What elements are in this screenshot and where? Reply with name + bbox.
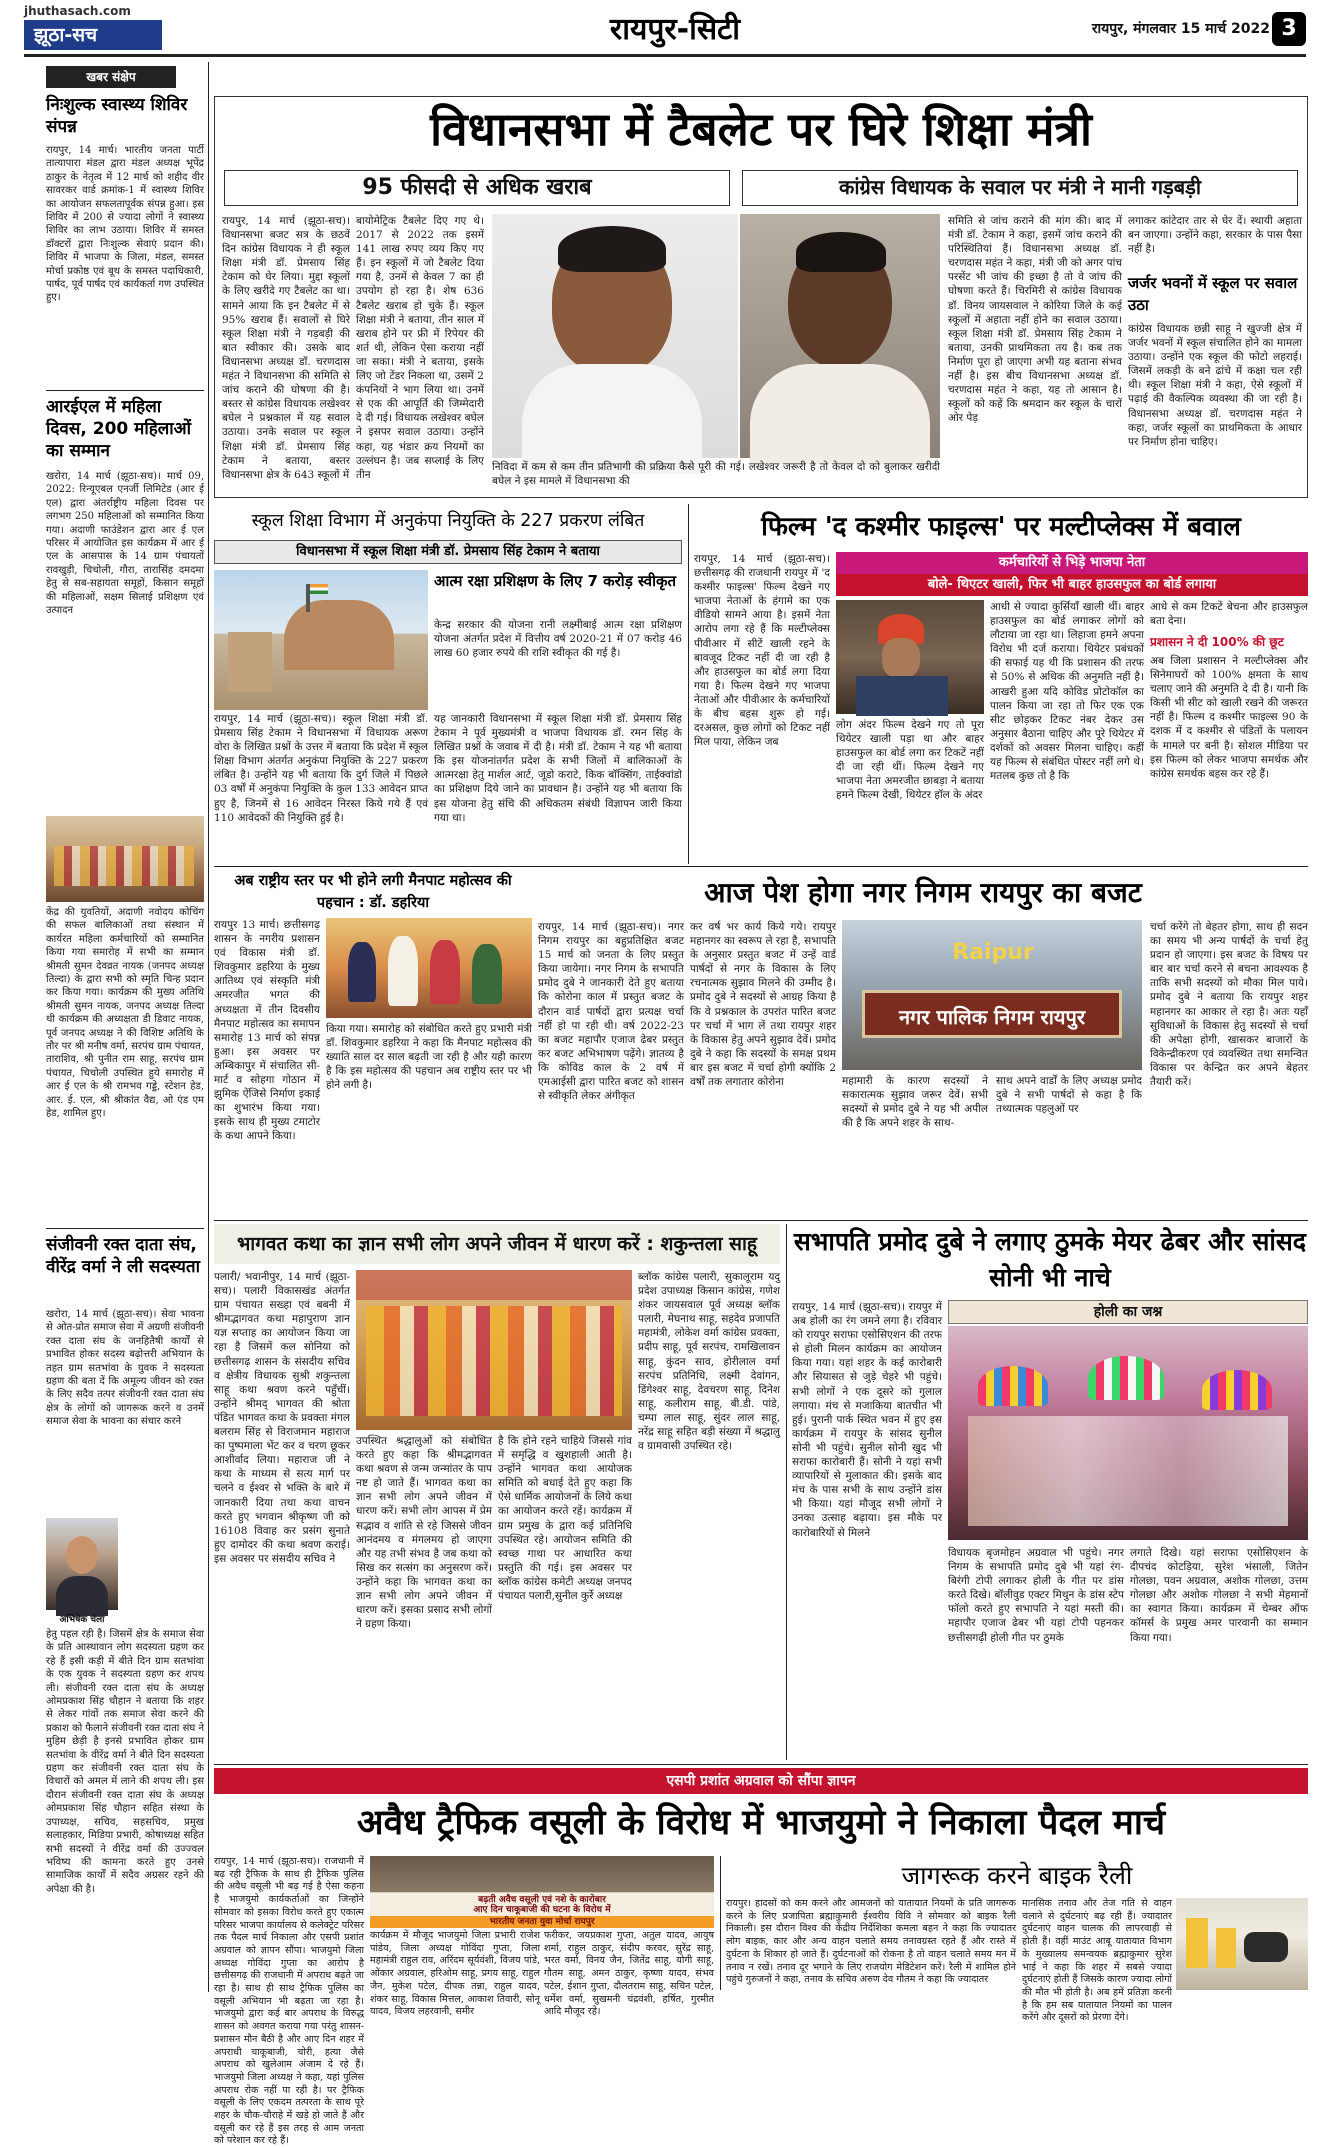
film-col-2: लोग अंदर फिल्म देखने गए तो पूरा थियेटर खाली पड़ा था और बाहर हाउसफुल का बोर्ड लगा कर टिकटें नहीं दी जा रही थीं। फिल्म देखने गए भाजपा नेता अमरजीत छाबड़ा ने बताया हमने फिल्म देखी, थियेटर हॉल के अंदर (836, 719, 984, 802)
mainpat-col-1: रायपुर 13 मार्च। छत्तीसगढ़ शासन के नगरीय प्रशासन एवं विकास मंत्री डॉ. शिवकुमार डहरिया के मुख्य आतिथ्य एवं संस्कृति मंत्री अमरजीत भगत की अध्यक्षता में तीन दिवसीय मैनपाट महोत्सव का समापन समारोह 13 मार्च को संपन्न हुआ। इस अवसर पर अम्बिकापुर में संचालित सी-मार्ट व सोहगा गोठान में झुमिक ऐंजिसे निर्माण इकाई का शुभारंभ किया गया। इसके साथ ही मुख्य टमाटोर के कथा आपने किया। (214, 919, 320, 1143)
minister-photo (492, 214, 738, 458)
holi-col-2: विधायक बृजमोहन अग्रवाल भी पहुंचे। नगर निगम के सभापति प्रमोद दुबे भी यहां रंग-बिरंगी टोपी लगाकर होली के गीत पर डांस करते दिखे। बॉलीवुड एक्टर मिथुन के डांस स्टेप फॉलो करते हुए सभापति ने यहां मस्ती की। महापौर एजाज ढेबर भी यहां टोपी पहनकर छत्तीसगढ़ी होली गीत पर ठुमके (948, 1547, 1124, 1644)
anukampa-colC: यह जानकारी विधानसभा में स्कूल शिक्षा मंत्री डॉ. प्रेमसाय सिंह टेकाम ने पूर्व मुख्यमंत्री व भाजपा विधायक डॉ. रमन सिंह के लिखित प्रश्नों के जवाब में दी है। मंत्री डॉ. टेकाम ने यह भी बताया कि इस योजनांतर्गत प्रदेश के सभी जिलों में बालिकाओं के आत्मरक्षा हेतु मार्शल आर्ट, जूडो कराटे, किक बॉक्सिंग, ताईक्वांडो का प्रशिक्षण दिये जाने का प्रावधान है। उन्होंने यह भी बताया कि इस योजना हेतु संचि की अधिकतम संबंधी विज्ञापन जारी किया गया था। (434, 713, 682, 824)
masthead-rule (24, 54, 1306, 57)
budget-col-2: कर वर्ष भर कार्य किये गये। रायपुर महानगर का स्वरूप ले रहा है, सभापति के अनुसार प्रस्तुत बजट में उन्हें वार्ड पार्षदों से नगर के विकास के लिए रचनात्मक सुझाव मिलने की उम्मीद है। प्रमोद दुबे ने सदस्यों से आग्रह किया है कि वे प्रश्नकाल के उपरांत पारित बजट पर चर्चा में भाग लें तथा रायपुर शहर के विकास हेतु अपने सुझाव देवें। प्रमोद दुबे ने कहा कि सदस्यों के समक्ष प्रथम बार इस बजट में चर्चा होगी क्योंकि 2 वर्षों तक लगातार कोरोना (690, 921, 836, 1089)
brief-3-body: खरोरा, 14 मार्च (झूठा-सच)। सेवा भावना से ओत-प्रोत समाज सेवा में अग्रणी संजीवनी रक्त दाता संघ के जनहितैषी कार्यों से प्रभावित होकर सदस्य बढ़ोत्तरी अभियान के तहत ग्राम सतभांवा के युवक ने सदस्यता ग्रहण की बता दें कि अमूल्य जीवन को रक्त के लिए सदैव तत्पर संजीवनी रक्त दाता संघ क्षेत्र के लोगों को जागरूक करने व उनमें समाज सेवा के भावना का संचार करने (46, 1309, 204, 1428)
mainpat-col-2: किया गया। समारोह को संबोधित करते हुए प्रभारी मंत्री डॉ. शिवकुमार डहरिया ने कहा कि मैनपाट महोत्सव की ख्याति साल दर साल बढ़ती जा रही है और यही कारण है कि इस महोत्सव की पहचान अब राष्ट्रीय स्तर पर भी होने लगी है। (326, 1023, 532, 1092)
banner-line-1: बढ़ती अवैध वसूली एवं नशे के कारोबार (478, 1895, 606, 1905)
traffic-march-photo (370, 1856, 714, 1916)
traffic-col-2: कार्यक्रम में मौजूद भाजयुमो जिला प्रभारी राजेश पांडेय, जिला अध्यक्ष गोविंदा गुप्ता, जिला महामंत्री राहुल राव, अरिंदम सूर्यवंशी, विजय पांडे, ओंकार अग्रवाल, हरिओम साहू, प्रगय साहू, राहुल जैन, मुकेश पटेल, दीपक तन्ना, राहुल यादव, शंकर साहू, विकास मित्तल, आकाश तिवारी, सोनू यादव, विजय लहरवानी, समीर (370, 1930, 540, 2018)
site-url[interactable]: jhuthasach.com (24, 4, 131, 18)
top-subhead-right: कांग्रेस विधायक के सवाल पर मंत्री ने मानी गड़बड़ी (742, 170, 1298, 206)
column-rule (688, 504, 689, 864)
news-brief-sidebar (46, 62, 204, 1992)
top-col-4: समिति से जांच कराने की मांग की। बाद में मंत्री डॉ. टेकाम ने कहा, इसमें जांच कराने की परिस्थितियां हैं। विधानसभा अध्यक्ष डॉ. चरणदास महंत ने कहा, मंत्री जी को अगर पांच परसेंट भी जांच की इच्छा है तो वे जांच की घोषणा करते हैं। चिरमिरी से कांग्रेस विधायक डॉ. विनय जायसवाल ने कोरिया जिले के कई स्कूलों में अहाता नहीं होने का सवाल उठाया। स्कूल शिक्षा मंत्री डॉ. प्रेमसाय सिंह टेकाम ने बताया, उनकी प्राथमिकता तय है। कब तक निर्माण पूरा हो जाएगा अभी यह बताना संभव नहीं है। इस बीच विधानसभा अध्यक्ष डॉ. चरणदास महंत ने कहा, यह तो आसान है। स्कूलों को कहें कि श्रमदान कर स्कूल के चारों ओर पेड़ (948, 215, 1122, 425)
bhagwat-col-1: पलारी/ भवानीपुर, 14 मार्च (झूठा-सच)। पलारी विकासखंड अंतर्गत ग्राम पंचायत सख्हा एवं बबनी में श्रीमद्भागवत कथा महापुराण ज्ञान यज्ञ सप्ताह का आयोजन किया जा रहा है जिसमें कल सोनिया को छत्तीसगढ़ शासन के संसदीय सचिव व क्षेत्रीय विधायक सुश्री शकुन्तला साहू कथा श्रवण करने पहुँचीं। उन्होंने श्रीमद् भागवत की श्रोता पंडित भागवत कथा के प्रवक्ता मंगल बलराम सिंह से विराजमान महाराज का पुष्पमाला भेंट कर व चरण छूकर आशीर्वाद लिया। महाराज जी ने कथा के माध्यम से सत्य मार्ग पर चलने व ईश्वर से भक्ति के बारे में जानकारी दिया तथा कथा वाचन करते हुए भगवान श्रीकृष्ण जी को 16108 विवाह कर प्रसंग सुनाते हुए दामोदर की कथा श्रवण कराई। इस अवसर पर संसदीय सचिव ने (214, 1271, 350, 1565)
film-col-3: आधी से ज्यादा कुर्सियाँ खाली थीं। बाहर हाउसफुल का बोर्ड लगाकर लोगों को लौटाया जा रहा था। लिहाजा हमने अपना विरोध भी दर्ज कराया। थियेटर प्रबंधकों की सफाई यह थी कि प्रशासन की तरफ से 50% से अधिक की अनुमति नहीं है। आखरी हुआ यदि कोविड प्रोटोकॉल का पालन किया जा रहा तो फिर एक एक सीट छोड़कर टिकट नंबर देकर उस अनुसार बैठाना चाहिए और पूरे थियेटर में दर्शकों को अवसर मिलना चाहिए। कहीं यह फिल्म से संबंधित पोस्टर नहीं लगे थे। मतलब कुछ तो है कि (990, 601, 1144, 783)
raipur-sign: Raipur (952, 940, 1034, 965)
top-subhead-left: 95 फीसदी से अधिक खराब (224, 170, 730, 206)
holi-badge: होली का जश्न (948, 1300, 1308, 1324)
bike-rally-photo (1176, 1898, 1308, 1990)
row-rule (214, 1220, 1308, 1221)
bhagwat-gathering-photo (356, 1270, 632, 1430)
top-col-5-subhead: जर्जर भवनों में स्कूल पर सवाल उठा (1128, 274, 1298, 314)
abhishek-portrait (46, 1518, 118, 1610)
assembly-building-photo (214, 570, 428, 710)
film-headline: फिल्म 'द कश्मीर फाइल्स' पर मल्टीप्लेक्स में बवाल (761, 512, 1241, 542)
brief-1-body: रायपुर, 14 मार्च। भारतीय जनता पार्टी तात्यापारा मंडल द्वारा मंडल अध्यक्ष भूपेंद्र ठाकुर के नेतृत्व में 12 मार्च को शहीद वीर सावरकर वार्ड क्रमांक-1 में स्वास्थ्य शिविर का आयोजन सफलतापूर्वक संपन्न हुआ। इस शिविर में 200 से ज्यादा लोगों ने स्वास्थ्य शिविर का लाभ उठाया। शिविर में समस्त डॉक्टरों द्वारा निःशुल्क सेवाएं प्रदान की। शिविर में भाजपा के जिला, मंडल, समस्त मोर्चा प्रकोष्ठ एवं बूथ के समस्त पदाधिकारी, पार्षद, पूर्व पार्षद एवं कार्यकर्ता गण उपस्थित हुए। (46, 145, 204, 304)
bhagwat-col-2: उपस्थित श्रद्धालुओं को संबोधित करते हुए कहा कि श्रीमद्भागवत कथा श्रवण से जन्म जन्मांतर के पाप नष्ट हो जाते हैं। भागवत कथा का ज्ञान सभी लोग अपने जीवन में धारण करें। सभी लोग आपस में प्रेम सद्भाव व शांति से रहे जिससे जीवन आनंदमय व मंगलमय हो जाएगा और यह तभी संभव है जब कथा को सिख कर सत्संग का अनुसरण करें। उन्होंने कहा कि भागवत कथा का ज्ञान सभी लोग अपने जीवन में धारण करें। इसका प्रसाद सभी लोगों ने ग्रहण किया। (356, 1435, 493, 1631)
brief-divider (46, 390, 204, 391)
anukampa-headline: स्कूल शिक्षा विभाग में अनुकंपा नियुक्ति के 227 प्रकरण लंबित (251, 511, 645, 531)
top-col-3: निविदा में कम से कम तीन प्रतिभागी की प्रक्रिया कैसे पूरी की गई। लखेश्वर जरूरी है तो केवल दो को बुलाकर खरीदी बघेल ने इस मामले में विधानसभा की (492, 461, 940, 488)
top-col-5a: लगाकर कांटेदार तार से घेर दें। स्थायी अहाता बन जाएगा। उन्होंने कहा, सरकार के पास पैसा नहीं है। (1128, 215, 1302, 256)
section-title: रायपुर-सिटी (609, 12, 741, 47)
column-rule (786, 1224, 787, 1760)
film-col-4b: अब जिला प्रशासन ने मल्टीप्लेक्स और सिनेमाघरों को 100% क्षमता के साथ चलाए जाने की अनुमति दे दी है। यानी कि किसी भी सीट को खाली रखने की जरूरत नहीं है। फिल्म द कश्मीर फाइल्स 90 के दशक में द कश्मीर से पंडितों के पलायन के मामले पर बनी है। सोशल मीडिया पर इस फिल्म को लेकर भाजपा समर्थक और कांग्रेस समर्थक बहस कर रहे हैं। (1150, 655, 1308, 780)
row-rule (214, 1764, 1308, 1765)
nigam-sign: नगर पालिक निगम रायपुर (862, 990, 1122, 1038)
holi-celebration-photo (948, 1326, 1308, 1540)
holi-col-3: लगाते दिखे। यहां सराफा एसोसिएशन के दीपचंद कोटड़िया, सुरेश भंसाली, जितेन गोलछा, पवन अग्रवाल, अशोक गोलछा, उत्तम गोलछा और अशोक गोलछा ने सभी मेहमानों का स्वागत किया। कार्यक्रम में चेम्बर ऑफ कॉमर्स के प्रमुख अमर पारवानी का सम्मान किया गया। (1130, 1547, 1308, 1644)
traffic-col-3: फरीकर, जयप्रकाश गुप्ता, अतुल यादव, आयुष शर्मा, राहुल ठाकुर, संदीप करवर, सुरेंद्र साहू, भरत वर्मा, विनय जैन, जितेंद्र साहू, योगी साहू, गौतम साहू, अमन ठाकुर, कृष्णा यादव, संभव पटेल, ईशान गुप्ता, दौलतराम साहू, सचिन पटेल, धर्मेश वर्मा, सुखमनी चंद्रवंशी, हर्षित, गुरमीत आदि मौजूद रहे। (544, 1930, 714, 2018)
bhagwat-headline: भागवत कथा का ज्ञान सभी लोग अपने जीवन में धारण करें : शकुन्तला साहू (214, 1224, 780, 1264)
masthead (0, 0, 1323, 60)
budget-headline: आज पेश होगा नगर निगम रायपुर का बजट (704, 876, 1142, 909)
sidebar-tag: खबर संक्षेप (46, 66, 176, 88)
column-rule (518, 870, 519, 1218)
mainpat-headline: अब राष्ट्रीय स्तर पर भी होने लगी मैनपाट महोत्सव की पहचान : डॉ. डहरिया (234, 873, 512, 911)
row-rule (214, 866, 1308, 867)
film-col-1: रायपुर, 14 मार्च (झूठा-सच)। छत्तीसगढ़ की राजधानी रायपुर में 'द कश्मीर फाइल्स' फिल्म देखने गए भाजपा नेताओं के हंगामे का एक वीडियो सामने आया है। इसमें नेता आरोप लगा रहे हैं कि मल्टीप्लेक्स पीवीआर में सीटें खाली रहने के बावजूद टिकट नहीं दी जा रही है और हाउसफुल का बोर्ड लगा दिया गया है। फिल्म देखने गए भाजपा नेताओं और पीवीआर के कर्मचारियों के बीच बहस शुरू हो गई। दरअसल, कुछ लोगों को टिकट नहीं मिल पाया, लेकिन जब (694, 553, 830, 749)
brief-divider (46, 1228, 204, 1229)
budget-col-3b: साथ अपने वार्डों के लिए अध्यक्ष प्रमोद दुबे ने सभी पार्षदों से कहा है कि तथ्यात्मक पहलुओं पर (996, 1075, 1142, 1116)
mla-photo (740, 214, 940, 458)
sidebar-column-rule (208, 62, 209, 1992)
anukampa-subhead: आत्म रक्षा प्रशिक्षण के लिए 7 करोड़ स्वीकृत (434, 572, 677, 590)
brief-3-headline: संजीवनी रक्त दाता संघ, वीरेंद्र वर्मा ने ली सदस्यता (46, 1235, 200, 1277)
anukampa-colA: केन्द्र सरकार की योजना रानी लक्ष्मीबाई आत्म रक्षा प्रशिक्षण योजना अंतर्गत प्रदेश में वित्तीय वर्ष 2020-21 में 07 करोड़ 46 लाख 60 हजार रुपये की राशि स्वीकृत की गई है। (434, 619, 682, 660)
mainpat-event-photo (326, 918, 532, 1018)
column-rule (720, 1856, 721, 1990)
traffic-red-strip: एसपी प्रशांत अग्रवाल को सौंपा ज्ञापन (214, 1768, 1308, 1794)
budget-col-4: चर्चा करेंगे तो बेहतर होगा, साथ ही सदन का समय भी अन्य पार्षदों के चर्चा हेतु प्रदान हो जाएगा। इस बजट के विषय पर बार बार चर्चा करने से बचना आवश्यक है ताकि सभी सदस्यों को मौका मिल पाये। प्रमोद दुबे ने बताया कि रायपुर शहर महानगर का आकार ले रहा है। अतः यहाँ सुविधाओं के विकास हेतु सदस्यों से चर्चा की अपेक्षा होगी, खासकर बाजारों के विकेन्द्रीकरण एवं व्यवस्थित तथा समन्वित विकास पर केन्द्रित कर अपने बेहतर तैयारी करें। (1150, 921, 1308, 1089)
banner-line-2: आए दिन चाकूबाजी की घटना के विरोध में (473, 1905, 611, 1915)
top-headline: विधानसभा में टैबलेट पर घिरे शिक्षा मंत्री (430, 102, 1092, 156)
film-col-4-subhead: प्रशासन ने दी 100% की छूट (1150, 635, 1284, 649)
film-protest-photo (836, 600, 984, 714)
brand-logo: झूठा-सच (24, 20, 162, 50)
issue-date: रायपुर, मंगलवार 15 मार्च 2022 (1091, 21, 1270, 37)
brief-2-body-cont: केंद्र की युवतियों, अदाणी नवोदय कोचिंग की सफल बालिकाओं तथा संस्थान में कार्यरत महिला कर्मचारियों को सम्मानित किया गया समारोह में सभी का सम्मान श्रीमती सुमन देवव्रत नायक (जनपद अध्यक्ष तिल्दा) के द्वारा सभी को स्मृति चिन्ह प्रदान कर किया गया। कार्यक्रम की मुख्य अतिथि श्रीमती सुमन नायक, जनपद अध्यक्ष तिल्दा थी कार्यक्रम की अध्यक्षता डी डिवाट नायक, पूर्व जनपद अध्यक्ष ने की विशिष्ट अतिथि के तौर पर श्री मनीष वर्मा, सरपंच ग्राम पंचायत, ताराशिव, श्री पुनीत राम साहू, सरपंच ग्राम पंचायत, चिचोली उपस्थित हुये समारोह में आर ई एल के श्री रामभव गड्डे, स्टेशन हेड, आर. ई. एल, श्री श्रीकांत वैद्य, ओ एंड एम हेड, शामिल हुए। (46, 907, 204, 1120)
anukampa-strip: विधानसभा में स्कूल शिक्षा मंत्री डॉ. प्रेमसाय सिंह टेकाम ने बताया (214, 540, 682, 564)
traffic-col-1: रायपुर, 14 मार्च (झूठा-सच)। राजधानी में बढ़ रही ट्रैफिक के साथ ही ट्रैफिक पुलिस की अवैध वसूली भी बढ़ गई है ऐसा कहना है भाजयुमो कार्यकर्ताओं का जिन्होंने सोमवार को इसका विरोध करते हुए एकात्म परिसर भाजपा कार्यालय से कलेक्ट्रेट परिसर तक पैदल मार्च निकाला और एसपी प्रशांत अग्रवाल को ज्ञापन सौंपा। भाजयुमो जिला अध्यक्ष गोविंदा गुप्ता का आरोप है छत्तीसगढ़ की राजधानी में अपराध बढ़ते जा रहा है। साथ ही साथ ट्रैफिक पुलिस का वसूली अभियान भी बढ़ता जा रहा है। भाजयुमो द्वारा कई बार अपराध के विरुद्ध शासन को अवगत कराया गया परंतु शासन-प्रशासन मौन बैठी है और आए दिन शहर में अपराधी चाकूबाजी, चोरी, हत्या जैसे अपराध को खुलेआम अंजाम दे रहे हैं। भाजयुमो जिला अध्यक्ष ने कहा, यहां पुलिस अपराध रोक नहीं पा रही है। पर ट्रैफिक वसूली के लिए एकदम तत्परता के साथ पूरे शहर के चौक-चौराहे में खड़े हो जाते हैं और वसूली कर रहे हैं इस तरह से आम जनता को परेशान कर रहे हैं। (214, 1856, 364, 2147)
bhagwat-col-4: ब्लॉक कांग्रेस पलारी, सुकालूराम यदु प्रदेश उपाध्यक्ष किसान कांग्रेस, गणेश शंकर जायसवाल पूर्व अध्यक्ष ब्लॉक पलारी, मेघनाथ साहू, सहदेव प्रजापति महामंत्री, लोकेश वर्मा कांग्रेस प्रवक्ता, प्रदीप साहू, पूर्व सरपंच, रामखिलावन साहू, कुंदन साव, होरीलाल वर्मा सरपंच प्रतिनिधि, लक्ष्मी देवांगन, डिंगेश्वर साहू, देवचरण साहू, दिनेश साहू, कलीराम साहू, बी.डी. पांडे, चम्पा लाल साहू, सुंदर लाल साहू, नरेंद्र साहू सहित बड़ी संख्या में श्रद्धालु व ग्रामवासी उपस्थित रहे। (638, 1271, 780, 1453)
top-col-1: रायपुर, 14 मार्च (झूठा-सच)। विधानसभा बजट सत्र के छठवें दिन कांग्रेस विधायक ने ही स्कूल शिक्षा मंत्री डॉ. प्रेमसाय सिंह टेकाम को घेर लिया। मुद्दा स्कूलों के लिए खरीदे गए टैबलेट का था। सामने आया कि इन टैबलेट में से 95% खराब हैं। सवालों से घिरे स्कूल शिक्षा मंत्री ने गड़बड़ी की बात स्वीकार की। उसके बाद विधानसभा अध्यक्ष डॉ. चरणदास महंत ने विधानसभा की समिति से जांच कराने की घोषणा की है। बस्तर से कांग्रेस विधायक लखेश्वर बघेल ने प्रश्नकाल में यह सवाल उठाया। उनके सवाल पर स्कूल शिक्षा मंत्री डॉ. प्रेमसाय सिंह टेकाम ने बताया, बस्तर विधानसभा क्षेत्र के 643 स्कूलों में (222, 215, 350, 481)
budget-col-1: रायपुर, 14 मार्च (झूठा-सच)। नगर निगम रायपुर का बहुप्रतिक्षित बजट 15 मार्च को जनता के लिए प्रस्तुत किया जायेगा। नगर निगम के सभापति प्रमोद दुबे ने जानकारी देते हुए बताया कि कोरोना काल में प्रस्तुत बजट के दौरान वार्ड पार्षदों द्वारा प्रत्यक्ष चर्चा नहीं हो पा रही थी। वर्ष 2022-23 का बजट महापौर एजाज ढेबर प्रस्तुत कर बजट अभिभाषण पढ़ेंगे। ज्ञातव्य है कि कोविड काल के 2 वर्ष में एमआईसी द्वारा पारित बजट को शासन से स्वीकृति लेकर अंगीकृत (538, 921, 684, 1103)
anukampa-colB: रायपुर, 14 मार्च (झूठा-सच)। स्कूल शिक्षा मंत्री डॉ. प्रेमसाय सिंह टेकाम ने विधानसभा में विधायक अरूण वोरा के लिखित प्रश्नों के उत्तर में बताया कि प्रदेश में स्कूल शिक्षा विभाग अंतर्गत अनुकंपा नियुक्ति के 227 प्रकरण लंबित है। उन्होंने यह भी बताया कि दुर्ग जिले में पिछले 03 वर्षों में अनुकंपा नियुक्ति के कुल 133 आवेदन प्राप्त हुए है, जिनमें से 16 आवेदन निरस्त किये गये हैं एवं 110 आवेदकों की नियुक्ति हुई है। (214, 713, 428, 824)
brief-3-body-cont: हेतु पहल रही है। जिसमें क्षेत्र के समाज सेवा के प्रति आस्थावान लोग सदस्यता ग्रहण कर रहे हैं इसी कड़ी में बीते दिन ग्राम सतभांवा के एक युवक ने सदस्यता ग्रहण कर शपथ ली। संजीवनी रक्त दाता संघ के अध्यक्ष ओमप्रकाश सिंह चौहान ने बताया कि शहर से लेकर गांवों तक समाज सेवा करने की प्रकाश को फैलाने संजीवनी रक्त दाता संघ ने मुहिम छेड़ी है इनसे प्रभावित होकर ग्राम सतभांवा के वीरेंद्र वर्मा ने बीते दिन सदस्यता ग्रहण कर संजीवनी रक्त दाता संघ के विचारों को अमल में लाने की शपथ ली। इस दौरान संजीवनी रक्त दाता संघ के अध्यक्ष ओमप्रकाश सिंह चौहान सहित संस्था के उपाध्यक्ष, सचिव, सहसचिव, प्रमुख सलाहकार, मिडिया प्रभारी, कोषाध्यक्ष सहित सभी सदस्यों ने वीरेंद्र वर्मा की उज्ज्वल भविष्य की कामना करते हुए उनसे सामाजिक कार्यों में सदैव अग्रसर रहने की अपेक्षा की है। (46, 1629, 204, 1895)
women-day-photo (46, 816, 204, 902)
banner-line-3: भारतीय जनता युवा मोर्चा रायपुर (370, 1916, 714, 1928)
brief-2-body: खरोरा, 14 मार्च (झूठा-सच)। मार्च 09, 2022: रिन्यूएबल एनर्जी लिमिटेड (आर ई एल) द्वारा अंतर्राष्ट्रीय महिला दिवस पर लगभग 250 महिलाओं को सम्मानित किया गया। अदाणी फाउंडेशन द्वारा आर ई एल परिसर में आयोजित इस कार्यक्रम में आर ई एल के आसपास के 14 ग्राम पंचायतों रावखुड़ी, चिचोली, गौरा, तारासिंह दमदमा हेतु से सब-सहायता समूहों, किसान समूहों की महिलाओं, सक्षम सिलाई प्रशिक्षण एवं उत्पादन (46, 471, 204, 617)
traffic-headline: अवैध ट्रैफिक वसूली के विरोध में भाजयुमो ने निकाला पैदल मार्च (356, 1803, 1166, 1843)
page-number: 3 (1272, 12, 1306, 46)
film-red-1: कर्मचारियों से भिड़े भाजपा नेता (836, 552, 1308, 574)
bhagwat-col-3: है कि होने रहने चाहिये जिससे गांव में समृद्धि व खुशहाली आती है। उन्होंने भागवत कथा आयोजक समिति को बधाई देते हुए कहा कि ऐसे धार्मिक आयोजनों के लिये कथा का आयोजन करते रहें। कार्यक्रम में ग्राम प्रमुख के द्वारा कई प्रतिनिधि उपस्थित रहे। आयोजन समिति की स्वच्छ गाथा पर आधारित कथा प्रस्तुति की गई। इस अवसर पर ब्लॉक कांग्रेस कमेटी अध्यक्ष जनपद पंचायत पलारी,सुनील कुर्रे अध्यक्ष (498, 1435, 632, 1603)
rally-col-1: रायपुर। हादसों को कम करने और आमजनों को यातायात नियमों के प्रति जागरूक करने के लिए प्रजापिता ब्रह्माकुमारी ईश्वरीय विवि ने सोमवार को बाइक रैली निकाली। इस दौरान विश्व की केंद्रीय निर्देशिका कमला बहन ने कहा कि ज्यादातर लोग बाइक, कार और अन्य वाहन चलाते समय तनावग्रस्त रहते हैं और रास्ते में दुर्घटना के शिकार हो जाते हैं। दुर्घटनाओं को रोकना है तो वाहन चलाते समय मन में तनाव न रखें। तनाव दूर भगाने के लिए राजयोग मेडिटेशन करें। रैली में शामिल होने पहुंचे गुरुजनों ने कहा, तनाव के सचिव अरुण देव गौतम ने कहा कि ज्यादातर (726, 1898, 1016, 1986)
budget-col-3: महामारी के कारण सदस्यों ने सकारात्मक सुझाव जरूर देवें। सभी सदस्यों से प्रमोद दुबे ने यह भी अपील की है कि अपने शहर के साथ- (842, 1075, 988, 1130)
brief-1-headline: निःशुल्क स्वास्थ्य शिविर संपन्न (46, 95, 188, 137)
rally-headline: जागरूक करने बाइक रैली (901, 1861, 1133, 1890)
top-col-5b: कांग्रेस विधायक छन्नी साहू ने खुज्जी क्षेत्र में जर्जर भवनों में स्कूल संचालित होने का मामला उठाया। उन्होंने एक स्कूल की फोटो लहराई। जिसमें लकड़ी के बने ढांचे में कक्षा चल रही थी। स्कूल शिक्षा मंत्री ने कहा, ऐसे स्कूलों में पढ़ाई की वैकल्पिक व्यवस्था की जा रही है। विधानसभा अध्यक्ष डॉ. चरणदास महंत ने कहा, जर्जर स्कूलों का प्राथमिकता के आधार पर निर्माण होना चाहिए। (1128, 323, 1302, 448)
film-red-2: बोले- थिएटर खाली, फिर भी बाहर हाउसफुल का बोर्ड लगाया (836, 574, 1308, 596)
film-col-4: आधे से कम टिकटें बेचना और हाउसफुल बता देना। (1150, 601, 1308, 628)
holi-headline: सभापति प्रमोद दुबे ने लगाए ठुमके मेयर ढेबर और सांसद सोनी भी नाचे (793, 1227, 1307, 1292)
brief-2-headline: आरईएल में महिला दिवस, 200 महिलाओं का सम्मान (46, 397, 192, 461)
holi-col-1: रायपुर, 14 मार्च (झूठा-सच)। रायपुर में अब होली का रंग जमने लगा है। रविवार को रायपुर सराफा एसोसिएशन की तरफ से होली मिलन कार्यक्रम का आयोजन किया गया। यहां शहर के कई कारोबारी और सियासत से जुड़े चेहरे भी पहुंचे। सभी लोगों ने एक दूसरे को गुलाल लगाया। मंच से मजाकिया बातचीत भी हुई। पुरानी पार्क स्थित भवन में हुए इस कार्यक्रम में रायपुर के सांसद सुनील सोनी भी पहुंचे। सुनील सोनी खुद भी सराफा कारोबारी हैं। सोनी ने यहां सभी व्यापारियों से मुलाकात की। इसके बाद मंच के पास सभी के साथ उन्होंने डांस भी किया। यहां मौजूद सभी लोगों ने उनका उत्साह बढ़ाया। इस मौके पर कारोबारियों से मिलने (792, 1301, 942, 1539)
nagar-nigam-photo (842, 920, 1142, 1070)
rally-col-2: मानसिक तनाव और तेज गति से वाहन चलाने से दुर्घटनाएं बढ़ रही हैं। ज्यादातर दुर्घटनाएं वाहन चालक की लापरवाही से होती हैं। वहीं माउंट आबू यातायात विभाग के मुख्यालय समन्वयक ब्रह्माकुमार सुरेश भाई ने कहा कि शहर में सबसे ज्यादा दुर्घटनाएं होती हैं जिसके कारण ज्यादा लोगों की मौत भी होती है। अब हमें प्रतिज्ञा करनी है कि हम सब यातायात नियमों का पालन करेंगे और दूसरों को प्रेरणा देंगे। (1022, 1898, 1172, 2024)
top-col-2: बायोमेट्रिक टैबलेट दिए गए थे। 2017 से 2022 तक इसमें 141 लाख रुपए व्यय किए गए हैं। इन स्कूलों में जो टैबलेट दिया गया है, उनमें से केवल 7 का ही उपयोग हो रहा है। शेष 636 टैबलेट खराब हो चुके हैं। स्कूल शिक्षा मंत्री ने बताया, तीन साल में खराब होने पर फ्री में रिपेयर की शर्त थी, लेकिन ऐसा कराया नहीं जा सका। मंत्री ने बताया, इसके लिए जो टेंडर निकला था, उसमें 2 कंपनियों ने भाग लिया था। उनमें से एक की आपूर्ति की जिम्मेदारी दे दी गई। विधायक लखेश्वर बघेल ने इसपर सवाल उठाया। उन्होंने कहा, यह भंडार क्रय नियमों का उल्लंघन है। जब सप्लाई के लिए तीन (356, 215, 484, 481)
portrait-caption: अभिषेक चेला (59, 1615, 105, 1625)
